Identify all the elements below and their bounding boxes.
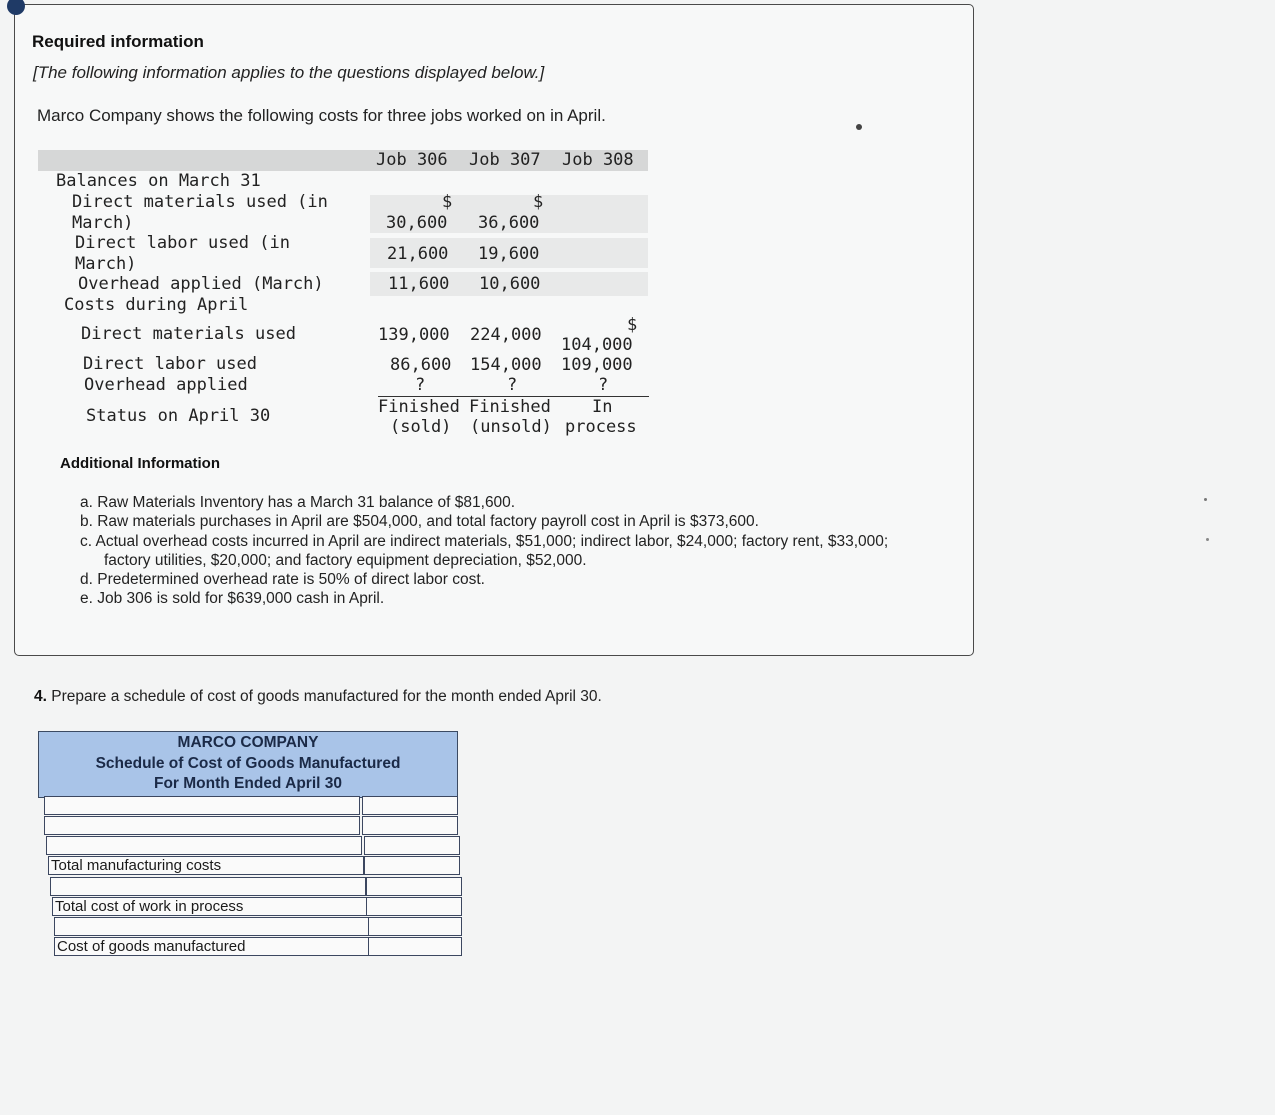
cell-value: ? <box>507 375 518 395</box>
text-input[interactable] <box>371 918 461 935</box>
screen-speck <box>1206 538 1209 541</box>
additional-info-title: Additional Information <box>60 455 220 472</box>
cell-value: 109,000 <box>561 355 633 375</box>
row-label: Direct materials used <box>81 324 296 344</box>
schedule-amount-input[interactable] <box>368 917 462 936</box>
text-input[interactable] <box>57 918 369 935</box>
cell-value: 104,000 <box>561 335 633 355</box>
status-value: (sold) <box>390 417 452 437</box>
schedule-header <box>38 731 458 798</box>
row-label: Direct labor used <box>83 354 257 374</box>
column-header-job-307: Job 307 <box>469 150 541 170</box>
text-input[interactable] <box>367 857 459 874</box>
cogm-amount[interactable] <box>368 937 462 956</box>
row-label: Overhead applied <box>84 375 248 395</box>
text-input[interactable] <box>365 797 457 814</box>
screen-speck <box>856 124 862 130</box>
cell-value: 224,000 <box>470 325 542 345</box>
text-input[interactable] <box>369 878 461 895</box>
schedule-amount-input[interactable] <box>366 877 462 896</box>
dollar-sign: $ <box>442 192 453 212</box>
cell-value: 36,600 <box>478 213 540 233</box>
cell-value: 139,000 <box>378 325 450 345</box>
text-input[interactable] <box>53 878 365 895</box>
schedule-title: Schedule of Cost of Goods Manufactured <box>95 754 401 772</box>
total-manufacturing-amount[interactable] <box>364 856 460 875</box>
total-manufacturing-label: Total manufacturing costs <box>48 856 364 875</box>
cell-value: 154,000 <box>470 355 542 375</box>
row-label: Status on April 30 <box>86 406 271 426</box>
cell-value: ? <box>598 375 609 395</box>
text-input[interactable] <box>47 797 359 814</box>
list-item: a. Raw Materials Inventory has a March 31 balance of $81,600. <box>80 494 516 511</box>
schedule-amount-input[interactable] <box>364 836 460 855</box>
row-label: March) <box>75 254 137 274</box>
schedule-company: MARCO COMPANY <box>177 734 319 751</box>
intro-text: Marco Company shows the following costs for three jobs worked on in April. <box>37 106 606 125</box>
schedule-label-input[interactable] <box>44 816 360 835</box>
total-wip-label: Total cost of work in process <box>52 897 368 916</box>
schedule-amount-input[interactable] <box>362 796 458 815</box>
list-item: e. Job 306 is sold for $639,000 cash in April. <box>80 590 385 608</box>
row-label: Direct labor used (in <box>75 233 290 253</box>
schedule-label-input[interactable] <box>46 836 362 855</box>
row-label: Overhead applied (March) <box>78 274 324 294</box>
cell-value: 21,600 <box>387 244 449 264</box>
status-value: Finished <box>469 397 551 417</box>
list-item: d. Predetermined overhead rate is 50% of direct labor cost. <box>80 571 485 589</box>
status-value: process <box>565 417 637 437</box>
column-header-job-306: Job 306 <box>376 150 448 170</box>
cogm-label: Cost of goods manufactured <box>54 937 370 956</box>
cell-value: 86,600 <box>390 355 452 375</box>
text-input[interactable] <box>49 837 361 854</box>
section-march-balances: Balances on March 31 <box>56 171 261 191</box>
cell-value: 19,600 <box>478 244 540 264</box>
screen-speck <box>1204 498 1207 501</box>
cell-value: 10,600 <box>479 274 541 294</box>
list-item: c. Actual overhead costs incurred in April are indirect materials, $51,000; indirect labor, $24,000; factory rent, $33,000; factory utilities, $20,000; and factory equipment depreciation, $52,000. <box>80 532 889 569</box>
text-input[interactable] <box>371 938 461 955</box>
section-april-costs: Costs during April <box>64 295 249 315</box>
info-subtitle: [The following information applies to the questions displayed below.] <box>33 63 545 82</box>
schedule-label-input[interactable] <box>54 917 370 936</box>
additional-info-list <box>80 493 910 609</box>
text-input[interactable] <box>367 837 459 854</box>
cell-value: 30,600 <box>386 213 448 233</box>
list-item: b. Raw materials purchases in April are $504,000, and total factory payroll cost in April is $373,600. <box>80 513 759 531</box>
schedule-amount-input[interactable] <box>362 816 458 835</box>
text-input[interactable] <box>365 817 457 834</box>
text-input[interactable] <box>369 898 461 915</box>
row-label: March) <box>72 213 134 233</box>
dollar-sign: $ <box>627 315 638 335</box>
question-4 <box>34 688 602 706</box>
total-wip-amount[interactable] <box>366 897 462 916</box>
cogm-schedule <box>38 731 458 798</box>
schedule-label-input[interactable] <box>44 796 360 815</box>
column-header-job-308: Job 308 <box>562 150 634 170</box>
question-text: Prepare a schedule of cost of goods manufactured for the month ended April 30. <box>51 688 602 705</box>
cell-value: ? <box>415 375 426 395</box>
dollar-sign: $ <box>533 192 544 212</box>
status-value: In <box>592 397 613 417</box>
required-info-title: Required information <box>32 32 204 51</box>
schedule-label-input[interactable] <box>50 877 366 896</box>
row-label: Direct materials used (in <box>72 192 328 212</box>
status-value: Finished <box>378 397 460 417</box>
status-value: (unsold) <box>470 417 552 437</box>
text-input[interactable] <box>47 817 359 834</box>
question-number: 4. <box>34 688 47 705</box>
corner-marker <box>7 0 25 15</box>
cell-value: 11,600 <box>388 274 450 294</box>
schedule-period: For Month Ended April 30 <box>153 775 342 792</box>
table-header-band <box>38 150 648 171</box>
